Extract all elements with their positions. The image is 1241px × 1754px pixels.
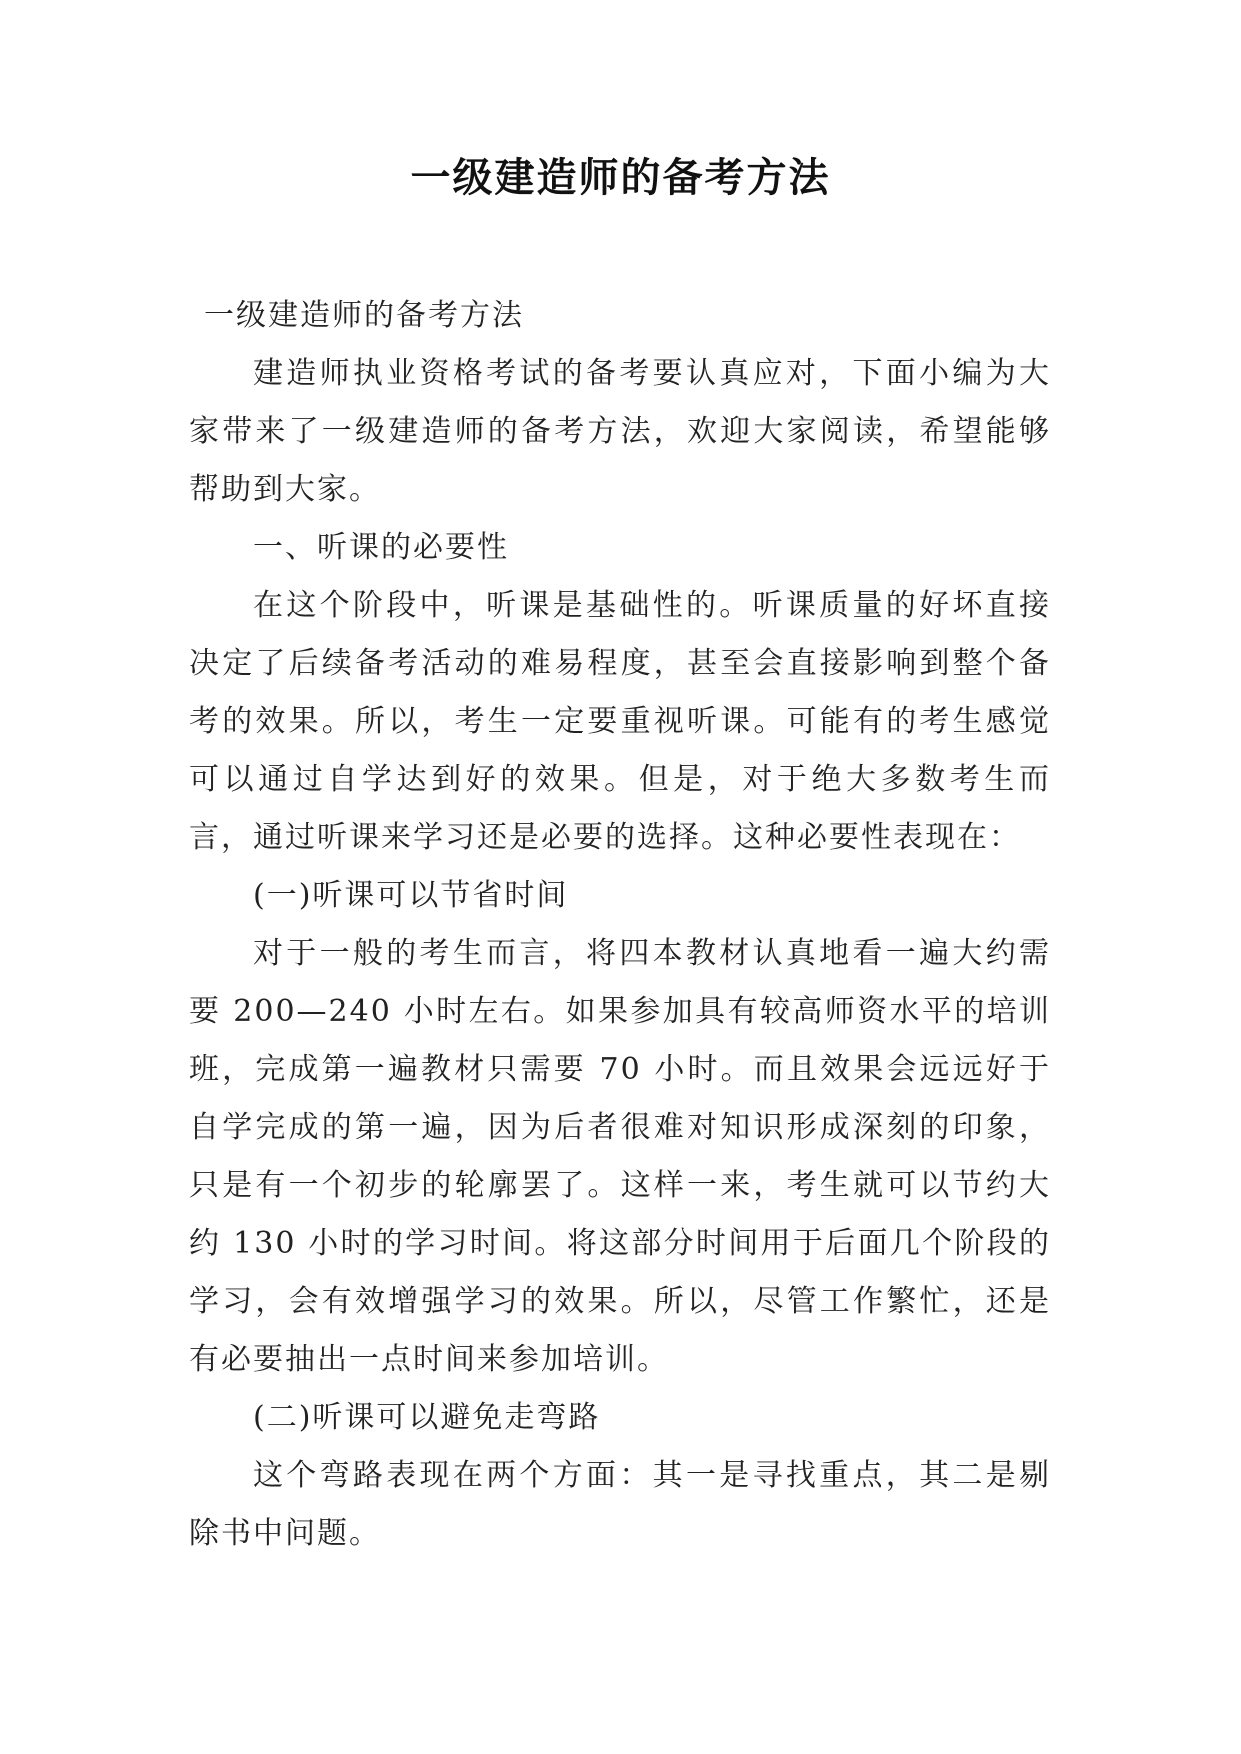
subsection-heading-2: (二)听课可以避免走弯路: [253, 1400, 601, 1435]
section-heading-1: 一、听课的必要性: [253, 530, 509, 565]
document-body: [189, 287, 1051, 1563]
body-paragraph: 对于一般的考生而言，将四本教材认真地看一遍大约需要 200—240 小时左右。如果参加具有较高师资水平的培训班，完成第一遍教材只需要 70 小时。而且效果会远远好于自学完成的第一遍，因为后者很难对知识形成深刻的印象，只是有一个初步的轮廓罢了。这样一来，考生就可以节约大约 130 小时的学习时间。将这部分时间用于后面几个阶段的学习，会有效增强学习的效果。所以，尽管工作繁忙，还是有必要抽出一点时间来参加培训。: [189, 936, 1051, 1377]
body-paragraph: 在这个阶段中，听课是基础性的。听课质量的好坏直接决定了后续备考活动的难易程度，甚至会直接影响到整个备考的效果。所以，考生一定要重视听课。可能有的考生感觉可以通过自学达到好的效果。但是，对于绝大多数考生而言，通过听课来学习还是必要的选择。这种必要性表现在：: [189, 588, 1051, 855]
intro-paragraph: 建造师执业资格考试的备考要认真应对，下面小编为大家带来了一级建造师的备考方法，欢迎大家阅读，希望能够帮助到大家。: [189, 356, 1051, 507]
body-paragraph: 这个弯路表现在两个方面：其一是寻找重点，其二是剔除书中问题。: [189, 1458, 1051, 1551]
subsection-heading-1: (一)听课可以节省时间: [253, 878, 569, 913]
document-subtitle: 一级建造师的备考方法: [204, 298, 524, 333]
document-title: 一级建造师的备考方法: [410, 155, 831, 201]
